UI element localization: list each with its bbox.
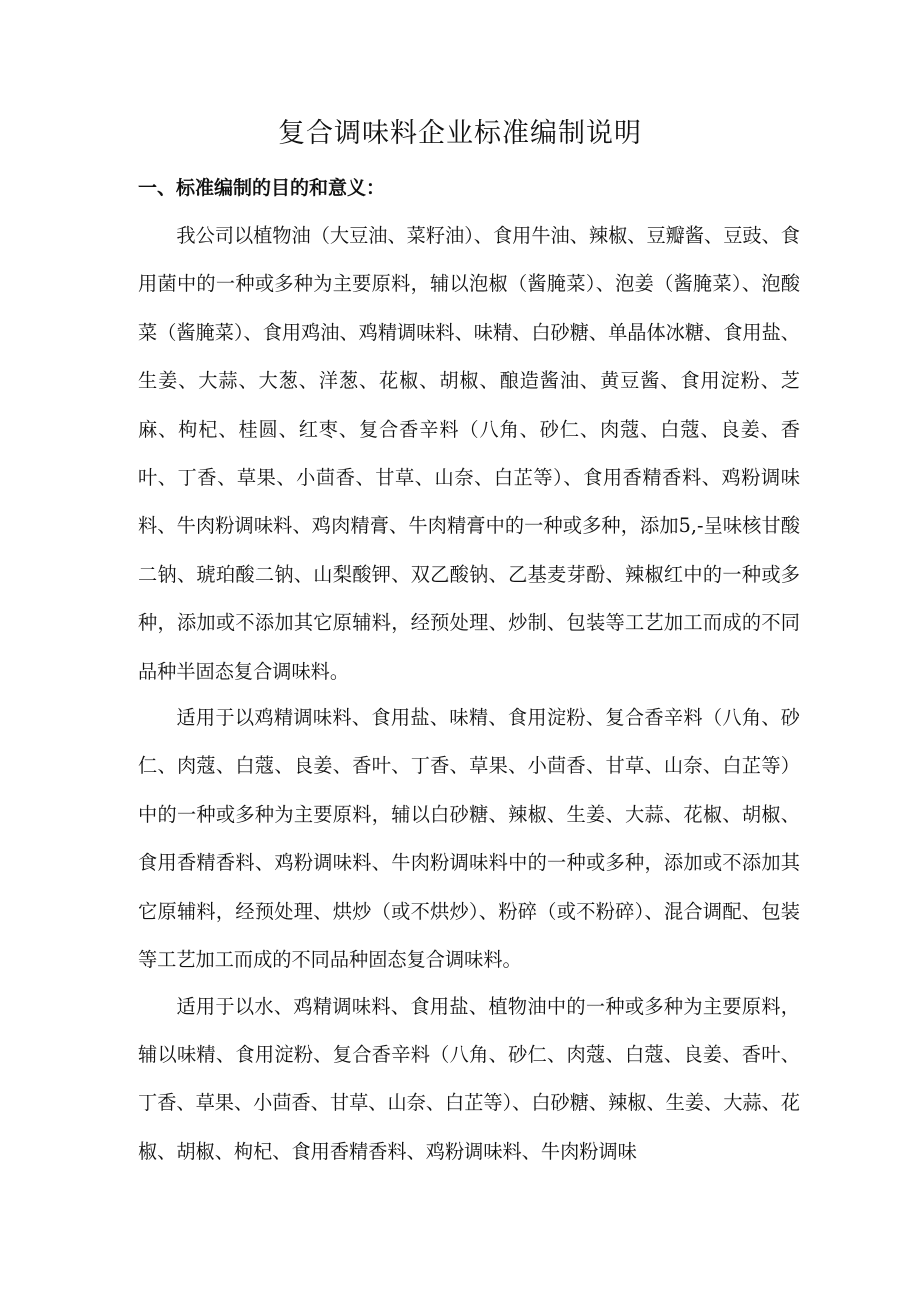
- section-heading: 一、标准编制的目的和意义：: [138, 177, 386, 199]
- document-title: 复合调味料企业标准编制说明: [278, 118, 642, 149]
- document-body: [138, 212, 800, 1174]
- paragraph-liquid: 适用于以水、鸡精调味料、食用盐、植物油中的一种或多种为主要原料，辅以味精、食用淀粉、复合香辛料（八角、砂仁、肉蔻、白蔻、良姜、香叶、丁香、草果、小茴香、甘草、山奈、白芷等）、白砂糖、辣椒、生姜、大蒜、花椒、胡椒、枸杞、食用香精香料、鸡粉调味料、牛肉粉调味: [138, 994, 800, 1163]
- paragraph-solid: 适用于以鸡精调味料、食用盐、味精、食用淀粉、复合香辛料（八角、砂仁、肉蔻、白蔻、良姜、香叶、丁香、草果、小茴香、甘草、山奈、白芷等）中的一种或多种为主要原料，辅以白砂糖、辣椒、生姜、大蒜、花椒、胡椒、食用香精香料、鸡粉调味料、牛肉粉调味料中的一种或多种，添加或不添加其它原辅料，经预处理、烘炒（或不烘炒）、粉碎（或不粉碎）、混合调配、包装等工艺加工而成的不同品种固态复合调味料。: [138, 706, 800, 972]
- paragraph-semi-solid: 我公司以植物油（大豆油、菜籽油）、食用牛油、辣椒、豆瓣酱、豆豉、食用菌中的一种或多种为主要原料，辅以泡椒（酱腌菜）、泡姜（酱腌菜）、泡酸菜（酱腌菜）、食用鸡油、鸡精调味料、味精、白砂糖、单晶体冰糖、食用盐、生姜、大蒜、大葱、洋葱、花椒、胡椒、酿造酱油、黄豆酱、食用淀粉、芝麻、枸杞、桂圆、红枣、复合香辛料（八角、砂仁、肉蔻、白蔻、良姜、香叶、丁香、草果、小茴香、甘草、山奈、白芷等）、食用香精香料、鸡粉调味料、牛肉粉调味料、鸡肉精膏、牛肉精膏中的一种或多种，添加5,-呈味核甘酸二钠、琥珀酸二钠、山梨酸钾、双乙酸钠、乙基麦芽酚、辣椒红中的一种或多种，添加或不添加其它原辅料，经预处理、炒制、包装等工艺加工而成的不同品种半固态复合调味料。: [138, 224, 800, 683]
